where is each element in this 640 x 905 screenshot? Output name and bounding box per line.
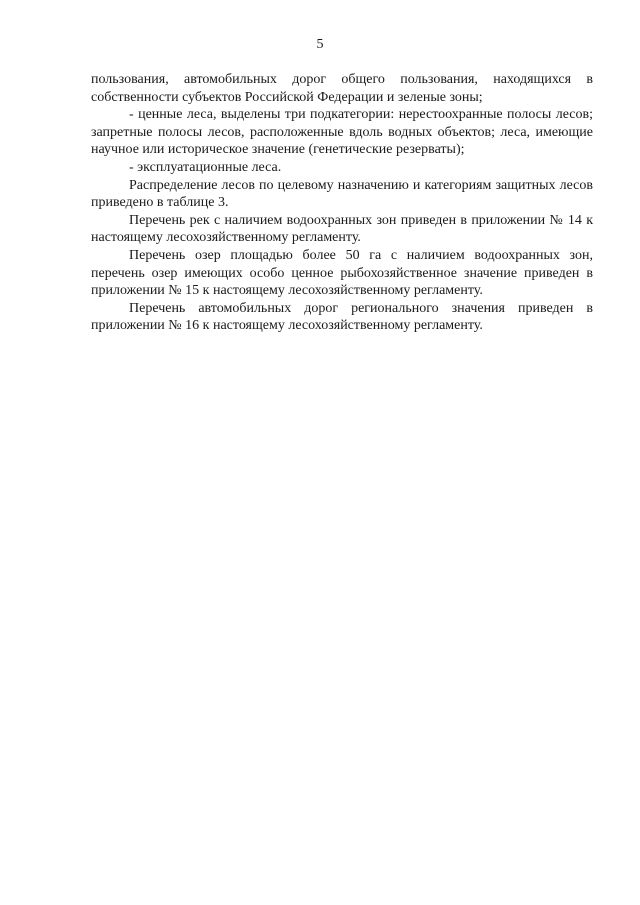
page-number: 5 (316, 37, 324, 52)
paragraph-lakes-list: Перечень озер площадью более 50 га с наличием водоохранных зон, перечень озер имеющих особо ценное рыбохозяйственное значение приведен в приложении № 15 к настоящему лесохозяйственному регламенту. (91, 247, 593, 299)
paragraph-rivers-list: Перечень рек с наличием водоохранных зон приведен в приложении № 14 к настоящему лесохозяйственному регламенту. (91, 212, 593, 246)
document-body (91, 71, 593, 335)
paragraph-forest-distribution: Распределение лесов по целевому назначению и категориям защитных лесов приведено в таблице 3. (91, 177, 593, 211)
paragraph-roads-list: Перечень автомобильных дорог регионального значения приведен в приложении № 16 к настоящему лесохозяйственному регламенту. (91, 300, 593, 334)
paragraph-continuation: пользования, автомобильных дорог общего пользования, находящихся в собственности субъектов Российской Федерации и зеленые зоны; (91, 72, 593, 105)
bullet-valuable-forests: - ценные леса, выделены три подкатегории: нерестоохранные полосы лесов; запретные полосы лесов, расположенные вдоль водных объектов; леса, имеющие научное или историческое значение (генетические резерваты); (91, 107, 593, 158)
bullet-production-forests: - эксплуатационные леса. (129, 159, 282, 175)
